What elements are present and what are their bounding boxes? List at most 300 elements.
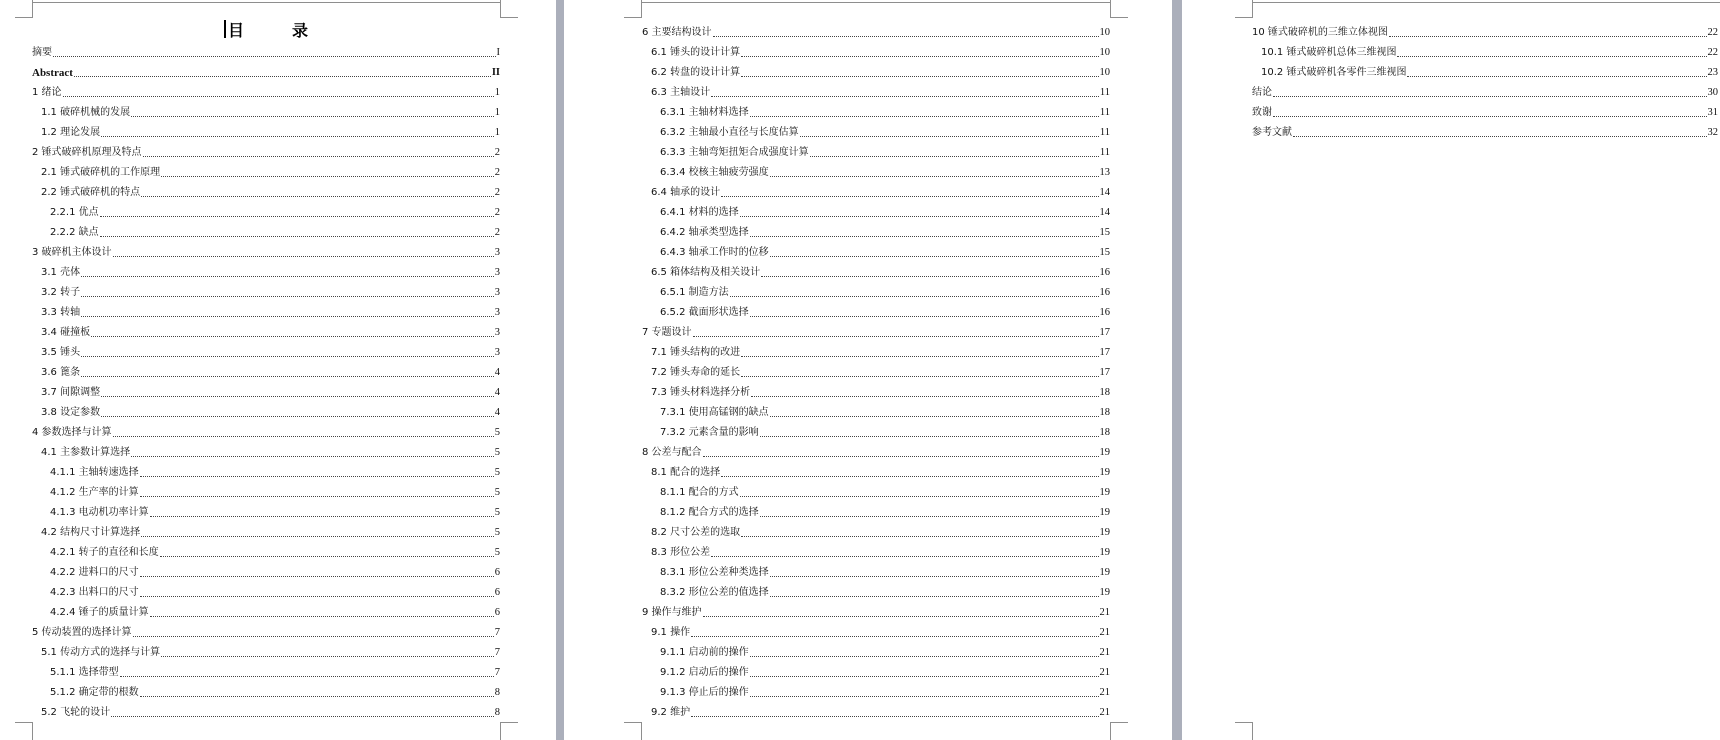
toc-entry-page-number: 2 xyxy=(494,147,500,158)
toc-entry-page-number: 3 xyxy=(494,347,500,358)
toc-entry-title: 6.3 主轴设计 xyxy=(651,87,711,98)
toc-entry-page-number: 6 xyxy=(494,607,500,618)
toc-entry[interactable] xyxy=(32,579,500,599)
toc-entry-page-number: 8 xyxy=(494,707,500,718)
toc-entry-page-number: 19 xyxy=(1099,587,1110,598)
toc-entry-title: 7.3.2 元素含量的影响 xyxy=(660,427,759,438)
dot-leader xyxy=(760,515,1099,517)
dot-leader xyxy=(1293,135,1707,137)
toc-entry-title: 9.1.3 停止后的操作 xyxy=(660,687,749,698)
toc-entry-page-number: 2 xyxy=(494,207,500,218)
toc-entry[interactable] xyxy=(642,279,1110,299)
dot-leader xyxy=(101,415,494,417)
crop-mark-bottom-left xyxy=(624,722,642,740)
toc-entry[interactable] xyxy=(32,479,500,499)
toc-entry[interactable] xyxy=(642,139,1110,159)
toc-entry-title: 4.2.4 锤子的质量计算 xyxy=(50,607,149,618)
dot-leader xyxy=(113,255,494,257)
toc-entry-page-number: 5 xyxy=(494,427,500,438)
toc-entry-title: 2.1 锤式破碎机的工作原理 xyxy=(41,167,161,178)
crop-mark-bottom-left xyxy=(1235,722,1253,740)
dot-leader xyxy=(770,175,1099,177)
toc-entry-page-number: 3 xyxy=(494,287,500,298)
toc-entry-title: 10.2 锤式破碎机各零件三维视图 xyxy=(1261,67,1407,78)
toc-entry[interactable] xyxy=(32,639,500,659)
toc-entry-title: 6.5.2 截面形状选择 xyxy=(660,307,749,318)
toc-entry[interactable] xyxy=(32,559,500,579)
toc-entry[interactable] xyxy=(642,479,1110,499)
dot-leader xyxy=(741,55,1098,57)
toc-entry-title: 5 传动装置的选择计算 xyxy=(32,627,132,638)
toc-entry-title: 5.1 传动方式的选择与计算 xyxy=(41,647,161,658)
toc-entry-title: 4.1.2 生产率的计算 xyxy=(50,487,139,498)
toc-entry-title: 8.1.1 配合的方式 xyxy=(660,487,739,498)
toc-entry-page-number: 3 xyxy=(494,267,500,278)
dot-leader xyxy=(1407,75,1706,77)
header-line xyxy=(641,2,1110,3)
toc-entry-page-number: 30 xyxy=(1707,87,1718,98)
dot-leader xyxy=(711,95,1099,97)
toc-entry-title: 6.3.1 主轴材料选择 xyxy=(660,107,749,118)
crop-mark-top-left xyxy=(1235,0,1253,18)
toc-entry[interactable] xyxy=(32,179,500,199)
toc-entry[interactable] xyxy=(642,339,1110,359)
dot-leader xyxy=(161,655,494,657)
toc-entry-title: 9.1.1 启动前的操作 xyxy=(660,647,749,658)
toc-entry-title: 6.3.3 主轴弯矩扭矩合成强度计算 xyxy=(660,147,809,158)
toc-entry-page-number: 17 xyxy=(1099,327,1110,338)
toc-entry[interactable] xyxy=(642,659,1110,679)
toc-entry[interactable] xyxy=(1252,99,1718,119)
toc-entry-page-number: 3 xyxy=(494,327,500,338)
crop-mark-top-left xyxy=(15,0,33,18)
toc-entry-page-number: 22 xyxy=(1707,47,1718,58)
dot-leader xyxy=(140,595,494,597)
toc-entry-page-number: 21 xyxy=(1099,667,1110,678)
toc-entry[interactable] xyxy=(642,159,1110,179)
toc-list xyxy=(32,39,500,719)
dot-leader xyxy=(713,35,1099,37)
dot-leader xyxy=(750,235,1099,237)
toc-entry[interactable] xyxy=(32,599,500,619)
toc-entry-title: 4.2.1 转子的直径和长度 xyxy=(50,547,159,558)
toc-entry-title: 3.1 壳体 xyxy=(41,267,81,278)
dot-leader xyxy=(143,155,494,157)
toc-entry-title: 3.8 设定参数 xyxy=(41,407,101,418)
toc-entry[interactable] xyxy=(32,279,500,299)
toc-entry[interactable] xyxy=(1252,59,1718,79)
toc-entry-title: 6.4.2 轴承类型选择 xyxy=(660,227,749,238)
dot-leader xyxy=(810,155,1099,157)
toc-entry-title: 4.1 主参数计算选择 xyxy=(41,447,131,458)
toc-entry-page-number: 21 xyxy=(1099,687,1110,698)
dot-leader xyxy=(53,55,496,57)
dot-leader xyxy=(703,615,1099,617)
toc-entry-title: 6.5.1 制造方法 xyxy=(660,287,729,298)
toc-entry[interactable] xyxy=(32,159,500,179)
toc-entry-title: 摘要 xyxy=(32,47,52,58)
toc-entry-title: 2.2.2 缺点 xyxy=(50,227,99,238)
toc-entry-page-number: 14 xyxy=(1099,207,1110,218)
toc-entry-title: 2.2.1 优点 xyxy=(50,207,99,218)
toc-entry-page-number: 1 xyxy=(494,127,500,138)
dot-leader xyxy=(691,635,1098,637)
toc-entry-title: 5.2 飞轮的设计 xyxy=(41,707,111,718)
dot-leader xyxy=(160,555,494,557)
toc-entry-title: 10 锤式破碎机的三维立体视图 xyxy=(1252,27,1388,38)
dot-leader xyxy=(730,295,1099,297)
toc-entry[interactable] xyxy=(32,299,500,319)
toc-entry-page-number: 15 xyxy=(1099,227,1110,238)
toc-entry[interactable] xyxy=(642,79,1110,99)
toc-entry[interactable] xyxy=(642,179,1110,199)
dot-leader xyxy=(800,135,1099,137)
toc-entry-title: 9.1 操作 xyxy=(651,627,691,638)
toc-entry-page-number: II xyxy=(491,67,500,78)
toc-entry-page-number: 1 xyxy=(494,87,500,98)
dot-leader xyxy=(1397,55,1706,57)
toc-entry-title: 8.3 形位公差 xyxy=(651,547,711,558)
dot-leader xyxy=(741,375,1098,377)
dot-leader xyxy=(703,455,1099,457)
toc-entry-title: 4.1.1 主轴转速选择 xyxy=(50,467,139,478)
toc-entry-title: 2 锤式破碎机原理及特点 xyxy=(32,147,142,158)
toc-entry[interactable] xyxy=(642,39,1110,59)
toc-entry-page-number: 17 xyxy=(1099,367,1110,378)
toc-entry-title: 7.3 锤头材料选择分析 xyxy=(651,387,751,398)
toc-entry-page-number: 13 xyxy=(1099,167,1110,178)
toc-entry[interactable] xyxy=(642,559,1110,579)
toc-entry-page-number: 16 xyxy=(1099,267,1110,278)
toc-entry-title: 10.1 锤式破碎机总体三维视图 xyxy=(1261,47,1397,58)
toc-entry-title: 6.2 转盘的设计计算 xyxy=(651,67,741,78)
toc-entry[interactable] xyxy=(32,239,500,259)
dot-leader xyxy=(740,215,1099,217)
toc-entry[interactable] xyxy=(1252,79,1718,99)
toc-entry[interactable] xyxy=(642,239,1110,259)
dot-leader xyxy=(111,715,494,717)
toc-entry[interactable] xyxy=(32,139,500,159)
dot-leader xyxy=(74,75,491,77)
toc-entry[interactable] xyxy=(32,459,500,479)
dot-leader xyxy=(760,435,1099,437)
crop-mark-bottom-right xyxy=(1110,722,1128,740)
dot-leader xyxy=(741,75,1098,77)
toc-entry-title: 6.4.1 材料的选择 xyxy=(660,207,739,218)
toc-entry-page-number: 21 xyxy=(1099,647,1110,658)
toc-entry-title: 3.7 间隙调整 xyxy=(41,387,101,398)
toc-entry-page-number: 16 xyxy=(1099,287,1110,298)
toc-entry[interactable] xyxy=(642,539,1110,559)
toc-entry-title: 9.1.2 启动后的操作 xyxy=(660,667,749,678)
toc-entry-page-number: 6 xyxy=(494,567,500,578)
toc-entry-title: 4.2.3 出料口的尺寸 xyxy=(50,587,139,598)
toc-entry-title: 3.6 篦条 xyxy=(41,367,81,378)
toc-entry-title: 1.2 理论发展 xyxy=(41,127,101,138)
dot-leader xyxy=(140,695,494,697)
document-page-1[interactable] xyxy=(0,0,556,740)
toc-entry[interactable] xyxy=(642,399,1110,419)
dot-leader xyxy=(750,655,1099,657)
toc-entry[interactable] xyxy=(642,199,1110,219)
dot-leader xyxy=(750,675,1099,677)
toc-entry-title: 2.2 锤式破碎机的特点 xyxy=(41,187,141,198)
toc-entry[interactable] xyxy=(642,319,1110,339)
toc-entry[interactable] xyxy=(32,659,500,679)
document-page-2[interactable] xyxy=(564,0,1172,740)
dot-leader xyxy=(711,555,1098,557)
toc-entry[interactable] xyxy=(32,679,500,699)
toc-entry-title: 8.2 尺寸公差的选取 xyxy=(651,527,741,538)
toc-entry-page-number: 14 xyxy=(1099,187,1110,198)
dot-leader xyxy=(721,195,1098,197)
toc-entry-title: 7.1 锤头结构的改进 xyxy=(651,347,741,358)
toc-list xyxy=(642,19,1110,719)
toc-entry[interactable] xyxy=(642,299,1110,319)
dot-leader xyxy=(770,255,1099,257)
toc-entry[interactable] xyxy=(32,499,500,519)
dot-leader xyxy=(761,275,1098,277)
toc-entry[interactable] xyxy=(642,439,1110,459)
toc-entry-page-number: 7 xyxy=(494,647,500,658)
toc-entry[interactable] xyxy=(642,459,1110,479)
toc-entry-page-number: 19 xyxy=(1099,567,1110,578)
toc-entry-title: 3.4 碰撞板 xyxy=(41,327,91,338)
toc-entry-title: 6.5 箱体结构及相关设计 xyxy=(651,267,761,278)
toc-entry-page-number: 18 xyxy=(1099,427,1110,438)
dot-leader xyxy=(140,575,494,577)
dot-leader xyxy=(113,435,494,437)
toc-entry[interactable] xyxy=(1252,119,1718,139)
toc-entry-page-number: 4 xyxy=(494,387,500,398)
toc-entry[interactable] xyxy=(32,539,500,559)
toc-entry-page-number: 23 xyxy=(1707,67,1718,78)
toc-entry-title: 6.1 锤头的设计计算 xyxy=(651,47,741,58)
toc-entry-title: 8.3.2 形位公差的值选择 xyxy=(660,587,769,598)
toc-entry-page-number: 5 xyxy=(494,507,500,518)
toc-entry-title: 1 绪论 xyxy=(32,87,62,98)
dot-leader xyxy=(750,115,1099,117)
toc-entry[interactable] xyxy=(642,219,1110,239)
toc-entry-page-number: 15 xyxy=(1099,247,1110,258)
toc-entry[interactable] xyxy=(642,59,1110,79)
dot-leader xyxy=(63,95,494,97)
toc-entry-page-number: I xyxy=(496,47,500,58)
toc-entry-title: 9.2 维护 xyxy=(651,707,691,718)
toc-entry-title: 8.3.1 形位公差种类选择 xyxy=(660,567,769,578)
crop-mark-top-right xyxy=(1110,0,1128,18)
toc-entry-page-number: 6 xyxy=(494,587,500,598)
toc-entry-page-number: 18 xyxy=(1099,387,1110,398)
toc-entry-page-number: 16 xyxy=(1099,307,1110,318)
toc-entry[interactable] xyxy=(642,619,1110,639)
toc-entry-page-number: 5 xyxy=(494,527,500,538)
toc-entry-page-number: 22 xyxy=(1707,27,1718,38)
dot-leader xyxy=(141,195,494,197)
toc-entry[interactable] xyxy=(32,519,500,539)
toc-entry[interactable] xyxy=(642,519,1110,539)
toc-entry-title: 结论 xyxy=(1252,87,1272,98)
dot-leader xyxy=(131,455,494,457)
dot-leader xyxy=(81,315,494,317)
toc-entry-page-number: 17 xyxy=(1099,347,1110,358)
dot-leader xyxy=(1273,115,1707,117)
toc-entry-page-number: 10 xyxy=(1099,27,1110,38)
dot-leader xyxy=(100,235,494,237)
dot-leader xyxy=(740,495,1099,497)
toc-entry-page-number: 19 xyxy=(1099,547,1110,558)
toc-entry[interactable] xyxy=(32,99,500,119)
toc-entry[interactable] xyxy=(32,39,500,59)
toc-entry-title: 3.5 锤头 xyxy=(41,347,81,358)
crop-mark-bottom-right xyxy=(500,722,518,740)
toc-entry-page-number: 10 xyxy=(1099,67,1110,78)
toc-entry-page-number: 5 xyxy=(494,447,500,458)
toc-entry-title: 6.4 轴承的设计 xyxy=(651,187,721,198)
toc-entry-title: 8.1 配合的选择 xyxy=(651,467,721,478)
toc-entry[interactable] xyxy=(32,339,500,359)
dot-leader xyxy=(751,395,1098,397)
dot-leader xyxy=(81,375,494,377)
toc-entry[interactable] xyxy=(32,419,500,439)
toc-entry-page-number: 21 xyxy=(1099,627,1110,638)
toc-entry[interactable] xyxy=(1252,39,1718,59)
dot-leader xyxy=(101,395,494,397)
dot-leader xyxy=(741,535,1098,537)
crop-mark-top-left xyxy=(624,0,642,18)
toc-entry[interactable] xyxy=(32,119,500,139)
toc-entry[interactable] xyxy=(642,19,1110,39)
header-line xyxy=(32,2,500,3)
dot-leader xyxy=(133,635,494,637)
toc-entry-page-number: 7 xyxy=(494,667,500,678)
toc-entry-page-number: 7 xyxy=(494,627,500,638)
toc-entry-title: 9 操作与维护 xyxy=(642,607,702,618)
dot-leader xyxy=(101,135,494,137)
toc-entry[interactable] xyxy=(642,579,1110,599)
toc-entry-title: Abstract xyxy=(32,67,73,79)
toc-entry-page-number: 5 xyxy=(494,467,500,478)
toc-entry[interactable] xyxy=(642,359,1110,379)
toc-entry[interactable] xyxy=(32,619,500,639)
toc-entry-page-number: 19 xyxy=(1099,447,1110,458)
toc-entry-page-number: 21 xyxy=(1099,707,1110,718)
document-page-3[interactable] xyxy=(1182,0,1720,740)
toc-entry-title: 6.3.4 校核主轴疲劳强度 xyxy=(660,167,769,178)
toc-entry-page-number: 2 xyxy=(494,187,500,198)
toc-entry[interactable] xyxy=(32,219,500,239)
dot-leader xyxy=(81,355,494,357)
toc-entry-title: 6.3.2 主轴最小直径与长度估算 xyxy=(660,127,799,138)
toc-entry-title: 参考文献 xyxy=(1252,127,1292,138)
dot-leader xyxy=(140,495,494,497)
dot-leader xyxy=(1389,35,1707,37)
dot-leader xyxy=(770,595,1099,597)
toc-entry-page-number: 11 xyxy=(1099,147,1110,158)
toc-entry[interactable] xyxy=(642,699,1110,719)
dot-leader xyxy=(120,675,494,677)
toc-entry[interactable] xyxy=(32,319,500,339)
header-line xyxy=(1252,2,1720,3)
toc-entry-page-number: 5 xyxy=(494,487,500,498)
toc-entry-title: 3.2 转子 xyxy=(41,287,81,298)
toc-entry-page-number: 11 xyxy=(1099,107,1110,118)
dot-leader xyxy=(750,695,1099,697)
toc-entry[interactable] xyxy=(642,499,1110,519)
toc-entry-page-number: 19 xyxy=(1099,527,1110,538)
toc-entry-title: 4.1.3 电动机功率计算 xyxy=(50,507,149,518)
toc-entry-page-number: 19 xyxy=(1099,467,1110,478)
toc-entry-page-number: 32 xyxy=(1707,127,1718,138)
dot-leader xyxy=(140,475,494,477)
toc-entry[interactable] xyxy=(642,99,1110,119)
dot-leader xyxy=(693,335,1099,337)
dot-leader xyxy=(721,475,1098,477)
toc-entry[interactable] xyxy=(642,639,1110,659)
toc-entry[interactable] xyxy=(32,199,500,219)
toc-entry-page-number: 19 xyxy=(1099,487,1110,498)
toc-entry[interactable] xyxy=(642,259,1110,279)
dot-leader xyxy=(161,175,494,177)
toc-entry[interactable] xyxy=(32,59,500,79)
toc-entry-page-number: 10 xyxy=(1099,47,1110,58)
toc-entry-title: 4.2 结构尺寸计算选择 xyxy=(41,527,141,538)
toc-entry-title: 3.3 转轴 xyxy=(41,307,81,318)
toc-entry[interactable] xyxy=(32,79,500,99)
toc-entry[interactable] xyxy=(642,599,1110,619)
toc-entry-title: 5.1.1 选择带型 xyxy=(50,667,119,678)
crop-mark-bottom-left xyxy=(15,722,33,740)
toc-entry[interactable] xyxy=(32,399,500,419)
dot-leader xyxy=(91,335,494,337)
dot-leader xyxy=(770,575,1099,577)
toc-entry[interactable] xyxy=(32,699,500,719)
dot-leader xyxy=(81,275,494,277)
toc-entry-title: 7 专题设计 xyxy=(642,327,692,338)
toc-entry-title: 8 公差与配合 xyxy=(642,447,702,458)
toc-entry-title: 致谢 xyxy=(1252,107,1272,118)
toc-entry-title: 5.1.2 确定带的根数 xyxy=(50,687,139,698)
toc-entry[interactable] xyxy=(32,379,500,399)
toc-entry[interactable] xyxy=(642,379,1110,399)
toc-entry-title: 7.3.1 使用高锰钢的缺点 xyxy=(660,407,769,418)
dot-leader xyxy=(141,535,494,537)
toc-entry[interactable] xyxy=(642,119,1110,139)
toc-entry-page-number: 4 xyxy=(494,367,500,378)
toc-entry-page-number: 3 xyxy=(494,307,500,318)
dot-leader xyxy=(741,355,1098,357)
toc-entry-page-number: 3 xyxy=(494,247,500,258)
toc-entry-title: 8.1.2 配合方式的选择 xyxy=(660,507,759,518)
toc-entry-page-number: 4 xyxy=(494,407,500,418)
toc-entry-title: 1.1 破碎机械的发展 xyxy=(41,107,131,118)
toc-entry[interactable] xyxy=(642,679,1110,699)
toc-entry[interactable] xyxy=(32,359,500,379)
toc-entry[interactable] xyxy=(32,259,500,279)
toc-entry-page-number: 31 xyxy=(1707,107,1718,118)
dot-leader xyxy=(150,615,494,617)
toc-entry[interactable] xyxy=(1252,19,1718,39)
dot-leader xyxy=(150,515,494,517)
toc-entry-page-number: 2 xyxy=(494,227,500,238)
toc-entry-title: 6 主要结构设计 xyxy=(642,27,712,38)
toc-entry-page-number: 2 xyxy=(494,167,500,178)
toc-entry[interactable] xyxy=(642,419,1110,439)
dot-leader xyxy=(750,315,1099,317)
toc-entry[interactable] xyxy=(32,439,500,459)
toc-list xyxy=(1252,19,1718,139)
dot-leader xyxy=(691,715,1098,717)
